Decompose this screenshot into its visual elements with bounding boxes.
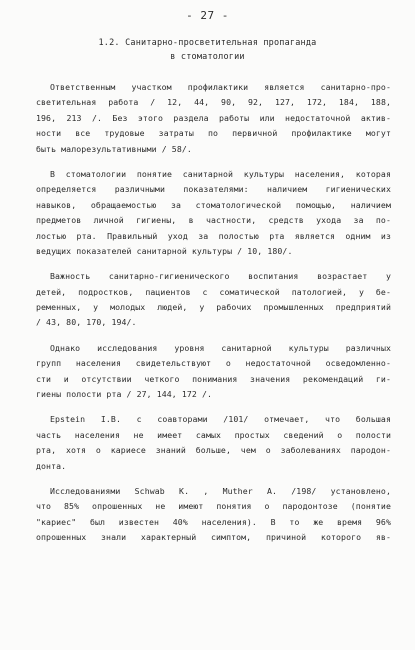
- body-text: [36, 80, 391, 554]
- text-line: рта, хотя о кариесе знаний больше, чем о заболеваниях пародон-: [36, 445, 391, 456]
- text-line: ности все трудовые затраты по первичной профилактике могут: [36, 128, 391, 139]
- text-line: детей, подростков, пациентов с соматической патологией, у бе-: [36, 286, 391, 297]
- page-number: - 27 -: [186, 9, 229, 22]
- text-line: светительная работа / 12, 44, 90, 92, 127, 172, 184, 188,: [36, 97, 391, 108]
- text-line: Ответственным участком профилактики является санитарно-про-: [50, 82, 391, 92]
- section-heading-line-2: в стоматологии: [170, 52, 245, 62]
- text-line: опрошенных знали характерный симптом, причиной которого яв-: [36, 532, 391, 543]
- text-line: донта.: [36, 460, 67, 471]
- text-line: Epstein I.B. с соавторами /101/ отмечает, что большая: [50, 414, 391, 425]
- text-line: Важность санитарно-гигиенического воспитания возрастает у: [50, 271, 391, 282]
- text-line: сти и отсутствии четкого понимания значения рекомендаций ги-: [36, 373, 391, 384]
- paragraph-4: [36, 341, 391, 403]
- text-line: что 85% опрошенных не имеют понятия о пародонтозе (понятие: [36, 501, 391, 512]
- paragraph-5: [36, 412, 391, 474]
- paragraph-1: [36, 80, 391, 157]
- paragraph-6: [36, 484, 391, 546]
- text-line: ведущих показателей санитарной культуры / 10, 180/.: [36, 245, 293, 256]
- text-line: / 43, 80, 170, 194/.: [36, 317, 137, 328]
- text-line: "кариес" был известен 40% населения). В то же время 96%: [36, 516, 391, 527]
- text-line: гиены полости рта / 27, 144, 172 /.: [36, 389, 213, 400]
- text-line: В стоматологии понятие санитарной культуры населения, которая: [50, 168, 391, 179]
- paragraph-3: [36, 269, 391, 331]
- text-line: навыков, обращаемостью за стоматологической помощью, наличием: [36, 199, 391, 210]
- text-line: ременных, у молодых людей, у рабочих промышленных предприятий: [36, 302, 391, 313]
- text-line: групп населения свидетельствуют о недостаточной осведомленно-: [36, 358, 391, 369]
- text-line: предметов личной гигиены, в частности, средств ухода за по-: [36, 215, 391, 226]
- text-line: лостью рта. Правильный уход за полостью рта является одним из: [36, 230, 391, 241]
- section-heading: [20, 36, 395, 64]
- text-line: определяется различными показателями: наличием гигиенических: [36, 184, 391, 195]
- paragraph-2: [36, 167, 391, 259]
- text-line: быть малорезультативными / 58/.: [36, 143, 192, 154]
- text-line: Исследованиями Schwab K. , Muther A. /198/ установлено,: [50, 485, 391, 496]
- text-line: часть населения не имеет самых простых сведений о полости: [36, 429, 391, 440]
- text-line: Однако исследования уровня санитарной культуры различных: [50, 342, 391, 353]
- text-line: 196, 213 /. Без этого раздела работы или недостаточной актив-: [36, 112, 391, 123]
- section-heading-line-1: 1.2. Санитарно-просветительная пропаганда: [98, 38, 317, 48]
